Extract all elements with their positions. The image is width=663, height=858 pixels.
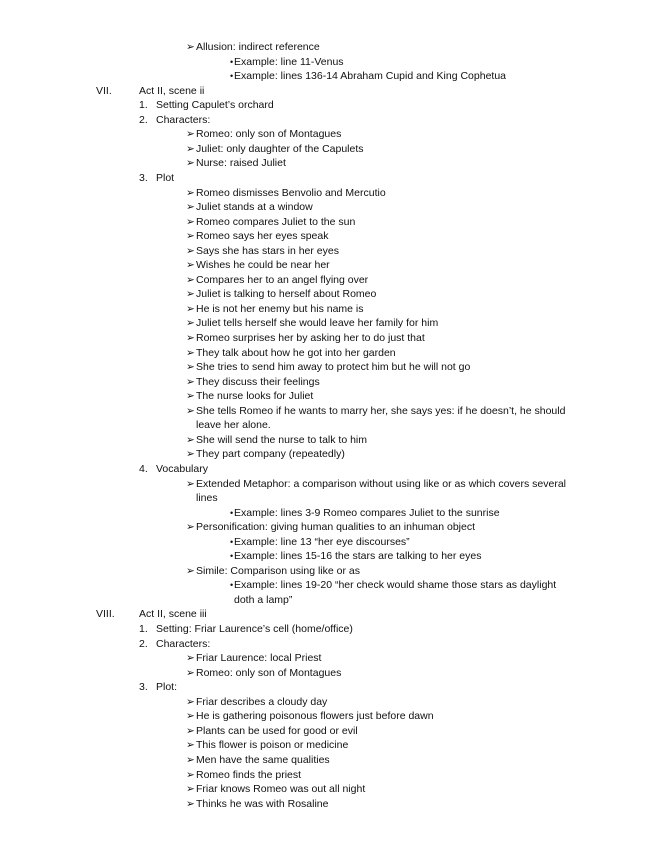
- outline-line: [0, 651, 663, 665]
- arrow-bullet-icon: ➢: [186, 477, 195, 490]
- arrow-bullet-icon: ➢: [186, 317, 195, 330]
- arrow-bullet-icon: ➢: [186, 564, 195, 577]
- outline-text: Romeo compares Juliet to the sun: [196, 215, 356, 228]
- outline-text: She tells Romeo if he wants to marry her, she says yes: if he doesn’t, he should: [196, 404, 566, 417]
- outline-text: Juliet is talking to herself about Romeo: [196, 288, 377, 301]
- outline-text: Romeo: only son of Montagues: [196, 666, 342, 679]
- outline-line: [0, 69, 663, 83]
- outline-line: [0, 578, 663, 592]
- round-bullet-icon: •: [230, 507, 234, 518]
- arrow-bullet-icon: ➢: [186, 215, 195, 228]
- arrow-bullet-icon: ➢: [186, 753, 195, 766]
- outline-line: [0, 127, 663, 141]
- outline-line: [0, 797, 663, 811]
- outline-text: Act II, scene ii: [139, 84, 205, 97]
- outline-text: lines: [196, 492, 218, 505]
- outline-text: They talk about how he got into her garden: [196, 346, 396, 359]
- outline-text: Plot: [156, 171, 175, 184]
- arrow-bullet-icon: ➢: [186, 739, 195, 752]
- outline-line: [0, 98, 663, 112]
- arrow-bullet-icon: ➢: [186, 521, 195, 534]
- arrow-bullet-icon: ➢: [186, 361, 195, 374]
- arrow-bullet-icon: ➢: [186, 201, 195, 214]
- outline-line: [0, 607, 663, 621]
- outline-text: Wishes he could be near her: [196, 259, 330, 272]
- outline-line: [0, 287, 663, 301]
- arrow-bullet-icon: ➢: [186, 332, 195, 344]
- outline-line: [0, 244, 663, 258]
- arrow-bullet-icon: ➢: [186, 259, 195, 272]
- arrow-bullet-icon: ➢: [186, 375, 195, 388]
- outline-line: [0, 782, 663, 796]
- outline-line: [0, 666, 663, 680]
- outline-line: [0, 258, 663, 272]
- list-number: 1.: [139, 99, 148, 112]
- outline-line: [0, 215, 663, 229]
- arrow-bullet-icon: ➢: [186, 666, 195, 679]
- arrow-bullet-icon: ➢: [186, 288, 195, 301]
- outline-line: [0, 695, 663, 709]
- arrow-bullet-icon: ➢: [186, 186, 195, 199]
- arrow-bullet-icon: ➢: [186, 404, 195, 417]
- list-number: 3.: [139, 171, 148, 184]
- outline-text: Example: lines 3-9 Romeo compares Juliet to the sunrise: [234, 506, 500, 519]
- list-number: 2.: [139, 113, 148, 126]
- outline-line: [0, 535, 663, 549]
- outline-line: [0, 593, 663, 607]
- outline-text: Friar describes a cloudy day: [196, 695, 328, 708]
- outline-text: Extended Metaphor: a comparison without using like or as which covers several: [196, 477, 567, 490]
- outline-text: She tries to send him away to protect him but he will not go: [196, 361, 471, 374]
- outline-line: [0, 637, 663, 651]
- round-bullet-icon: •: [230, 56, 234, 67]
- outline-line: [0, 331, 663, 345]
- outline-line: [0, 404, 663, 418]
- outline-line: [0, 360, 663, 374]
- outline-line: [0, 433, 663, 447]
- outline-text: Nurse: raised Juliet: [196, 157, 286, 170]
- outline-text: Example: line 13 “her eye discourses”: [234, 535, 410, 548]
- outline-text: Friar knows Romeo was out all night: [196, 783, 366, 796]
- outline-text: Juliet tells herself she would leave her family for him: [196, 317, 439, 330]
- arrow-bullet-icon: ➢: [186, 142, 195, 155]
- arrow-bullet-icon: ➢: [186, 724, 195, 737]
- outline-line: [0, 491, 663, 505]
- outline-line: [0, 229, 663, 243]
- outline-text: Romeo says her eyes speak: [196, 230, 329, 243]
- outline-text: Example: lines 136-14 Abraham Cupid and King Cophetua: [234, 70, 507, 83]
- arrow-bullet-icon: ➢: [186, 390, 195, 403]
- outline-text: Characters:: [156, 113, 211, 126]
- list-number: 3.: [139, 681, 148, 694]
- outline-line: [0, 477, 663, 491]
- outline-line: [0, 549, 663, 563]
- outline-line: [0, 753, 663, 767]
- outline-text: Act II, scene iii: [139, 608, 207, 621]
- outline-text: Vocabulary: [156, 462, 208, 475]
- outline-text: Men have the same qualities: [196, 753, 330, 766]
- outline-text: Allusion: indirect reference: [196, 41, 320, 53]
- outline-line: [0, 40, 663, 54]
- outline-text: The nurse looks for Juliet: [196, 390, 314, 403]
- arrow-bullet-icon: ➢: [186, 230, 195, 243]
- outline-text: Juliet stands at a window: [196, 201, 313, 214]
- outline-text: Romeo dismisses Benvolio and Mercutio: [196, 186, 386, 199]
- outline-line: [0, 316, 663, 330]
- arrow-bullet-icon: ➢: [186, 157, 195, 170]
- arrow-bullet-icon: ➢: [186, 346, 195, 359]
- arrow-bullet-icon: ➢: [186, 244, 195, 257]
- outline-text: Example: line 11-Venus: [234, 55, 344, 68]
- outline-text: They discuss their feelings: [196, 375, 320, 388]
- arrow-bullet-icon: ➢: [186, 128, 195, 141]
- outline-text: Romeo surprises her by asking her to do just that: [196, 332, 425, 344]
- outline-text: Romeo finds the priest: [196, 768, 302, 781]
- outline-text: Compares her to an angel flying over: [196, 273, 369, 286]
- outline-text: Personification: giving human qualities to an inhuman object: [196, 521, 476, 534]
- outline-line: [0, 113, 663, 127]
- list-number: 2.: [139, 637, 148, 650]
- arrow-bullet-icon: ➢: [186, 433, 195, 446]
- outline-line: [0, 200, 663, 214]
- outline-line: [0, 462, 663, 476]
- outline-text: Thinks he was with Rosaline: [196, 797, 329, 810]
- outline-line: [0, 142, 663, 156]
- outline-text: This flower is poison or medicine: [196, 739, 349, 752]
- outline-text: Friar Laurence: local Priest: [196, 652, 322, 665]
- roman-numeral: VII.: [96, 84, 112, 97]
- arrow-bullet-icon: ➢: [186, 710, 195, 723]
- outline-line: [0, 418, 663, 432]
- outline-text: Plants can be used for good or evil: [196, 724, 358, 737]
- arrow-bullet-icon: ➢: [186, 695, 195, 708]
- arrow-bullet-icon: ➢: [186, 273, 195, 286]
- outline-text: They part company (repeatedly): [196, 448, 345, 461]
- list-number: 1.: [139, 623, 148, 635]
- outline-line: [0, 156, 663, 170]
- outline-text: Example: lines 15-16 the stars are talking to her eyes: [234, 550, 482, 563]
- outline-line: [0, 768, 663, 782]
- outline-line: [0, 186, 663, 200]
- outline-text: leave her alone.: [196, 419, 271, 432]
- arrow-bullet-icon: ➢: [186, 302, 195, 315]
- list-number: 4.: [139, 462, 148, 475]
- round-bullet-icon: •: [230, 71, 234, 82]
- round-bullet-icon: •: [230, 580, 234, 591]
- outline-line: [0, 564, 663, 578]
- outline-line: [0, 55, 663, 69]
- outline-text: Romeo: only son of Montagues: [196, 128, 342, 141]
- outline-line: [0, 709, 663, 723]
- outline-text: She will send the nurse to talk to him: [196, 433, 368, 446]
- outline-line: [0, 724, 663, 738]
- round-bullet-icon: •: [230, 551, 234, 562]
- outline-text: Juliet: only daughter of the Capulets: [196, 142, 364, 155]
- outline-line: [0, 302, 663, 316]
- outline-text: doth a lamp”: [234, 593, 293, 606]
- roman-numeral: VIII.: [96, 608, 115, 621]
- arrow-bullet-icon: ➢: [186, 797, 195, 810]
- outline-line: [0, 520, 663, 534]
- outline-text: Simile: Comparison using like or as: [196, 564, 360, 577]
- outline-line: [0, 506, 663, 520]
- outline-text: Says she has stars in her eyes: [196, 244, 339, 257]
- round-bullet-icon: •: [230, 536, 234, 547]
- outline-text: He is not her enemy but his name is: [196, 302, 364, 315]
- outline-line: [0, 375, 663, 389]
- outline-text: Example: lines 19-20 “her check would shame those stars as daylight: [234, 579, 557, 592]
- outline-line: [0, 346, 663, 360]
- outline-line: [0, 680, 663, 694]
- outline-line: [0, 738, 663, 752]
- outline-text: Setting: Friar Laurence’s cell (home/office): [156, 623, 353, 635]
- arrow-bullet-icon: ➢: [186, 768, 195, 781]
- outline-text: Characters:: [156, 637, 211, 650]
- arrow-bullet-icon: ➢: [186, 41, 195, 53]
- arrow-bullet-icon: ➢: [186, 783, 195, 796]
- outline-text: Setting Capulet’s orchard: [156, 99, 274, 112]
- outline-line: [0, 84, 663, 98]
- outline-line: [0, 622, 663, 636]
- outline-line: [0, 389, 663, 403]
- arrow-bullet-icon: ➢: [186, 652, 195, 665]
- arrow-bullet-icon: ➢: [186, 448, 195, 461]
- outline-line: [0, 171, 663, 185]
- outline-text: Plot:: [156, 681, 178, 694]
- outline-text: He is gathering poisonous flowers just before dawn: [196, 710, 434, 723]
- outline-line: [0, 273, 663, 287]
- outline-line: [0, 447, 663, 461]
